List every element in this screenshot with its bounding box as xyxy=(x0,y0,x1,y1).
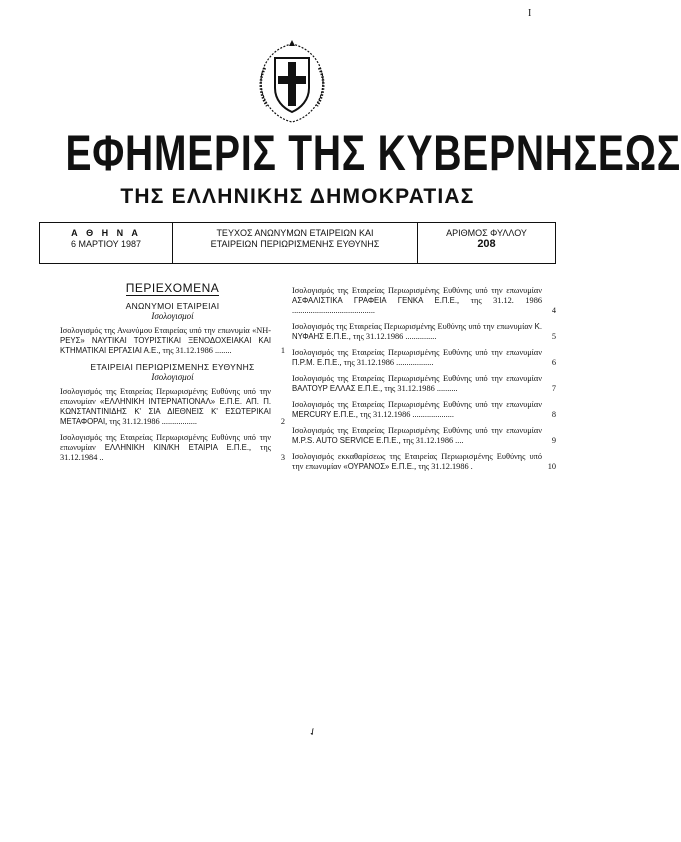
gazette-title: ΕΦΗΜΕΡΙΣ ΤΗΣ ΚΥΒΕΡΝΗΣΕΩΣ xyxy=(65,125,681,181)
entry-company-name: MERCURY Ε.Π.Ε. xyxy=(292,410,356,419)
contents-title-text: ΠΕΡΙΕΧΟΜΕΝΑ xyxy=(125,281,220,295)
entry-tail: , της 31.12.1986 ........ xyxy=(158,346,232,355)
entry-lead: Ισολογισμός της Εταιρείας Περιωρισμένης Ευθύνης υπό την επωνυμίαν xyxy=(292,374,542,383)
entry-text xyxy=(60,326,271,356)
entry-company-name: Π.Ρ.Μ. Ε.Π.Ε. xyxy=(292,358,340,367)
sheet-number: 208 xyxy=(477,238,496,250)
entry-lead: Ισολογισμός της Εταιρείας Περιωρισμένης Ευθύνης υπό την επωνυμίαν xyxy=(292,348,542,357)
entry-text xyxy=(60,433,271,463)
entry-page-number: 1 xyxy=(280,346,285,355)
entry-lead: Ισολογισμός της Εταιρείας Περιωρισμένης Ευθύνης υπό την επωνυμίαν xyxy=(292,426,542,435)
entry-lead: Ισολογισμός της Εταιρείας Περιωρισμένης Ευθύνης υπό την επωνυμίαν xyxy=(292,286,542,295)
entry-tail: , της 31.12.1986 .... xyxy=(398,436,464,445)
entry-lead: Ισολογισμός της Ανωνύμου Εταιρείας υπό την επωνυμία «ΝΗ- xyxy=(60,326,271,335)
entry-tail: , της 31.12.1984 .. xyxy=(60,443,271,462)
section-heading: ΕΤΑΙΡΕΙΑΙ ΠΕΡΙΩΡΙΣΜΕΝΗΣ ΕΥΘΥΝΗΣ xyxy=(90,362,255,372)
entry-page-number: 8 xyxy=(551,410,556,419)
entry-company-name: «ΟΥΡΑΝΟΣ» Ε.Π.Ε. xyxy=(343,462,415,471)
entry-text xyxy=(292,374,542,394)
issue-header-box xyxy=(39,222,556,264)
entry-text xyxy=(292,400,542,420)
issue-type-cell xyxy=(173,223,418,263)
section-subheading: Ισολογισμοί xyxy=(151,311,194,321)
entry-page-number: 9 xyxy=(551,436,556,445)
sheet-number-cell xyxy=(418,223,555,263)
entry-page-number: 4 xyxy=(551,306,556,315)
entry-tail: , της 31.12. 1986 ........................................ xyxy=(292,296,542,315)
sheet-label: ΑΡΙΘΜΟΣ ΦΥΛΛΟΥ xyxy=(446,228,527,238)
entry-tail: , της 31.12.1986 .................. xyxy=(339,358,434,367)
contents-entry xyxy=(292,452,556,472)
entry-tail: , της 31.12.1986 . xyxy=(414,462,473,471)
entry-tail: , της 31.12.1986 .................... xyxy=(355,410,454,419)
entry-page-number: 5 xyxy=(551,332,556,341)
entry-page-number: 6 xyxy=(551,358,556,367)
section-subheading: Ισολογισμοί xyxy=(151,372,194,382)
entry-text xyxy=(292,426,542,446)
gazette-subtitle: ΤΗΣ ΕΛΛΗΝΙΚΗΣ ΔΗΜΟΚΡΑΤΙΑΣ xyxy=(120,185,475,208)
contents-entry xyxy=(292,400,556,420)
entry-text xyxy=(292,452,542,472)
entry-company-name: ΕΛΛΗΝΙΚΗ ΚΙΝ/ΚΗ ΕΤΑΙΡΙΑ Ε.Π.Ε. xyxy=(104,443,250,452)
entry-lead: Ισολογισμός της Εταιρείας Περιωρισμένης Ευθύνης υπό την επωνυμίαν xyxy=(60,387,271,406)
entry-lead: Ισολογισμός της Εταιρείας Περιωρισμένης Ευθύνης υπό την επωνυμίαν xyxy=(60,433,271,452)
issue-city: Α Θ Η Ν Α xyxy=(71,228,141,238)
issue-type-line: ΕΤΑΙΡΕΙΩΝ ΠΕΡΙΩΡΙΣΜΕΝΗΣ ΕΥΘΥΝΗΣ xyxy=(210,239,380,249)
entry-company-name: Κ. ΝΥΦΑΗΣ Ε.Π.Ε. xyxy=(292,322,543,341)
contents-entry xyxy=(60,433,285,463)
entry-text xyxy=(60,387,271,427)
issue-date: 6 ΜΑΡΤΙΟΥ 1987 xyxy=(70,239,142,249)
entry-text xyxy=(292,286,542,316)
contents-right-column xyxy=(292,286,556,478)
entry-text xyxy=(292,348,542,368)
entry-page-number: 7 xyxy=(551,384,556,393)
issue-type-line: ΤΕΥΧΟΣ ΑΝΩΝΥΜΩΝ ΕΤΑΙΡΕΙΩΝ ΚΑΙ xyxy=(216,228,374,238)
entry-tail: , της 31.12.1986 ................. xyxy=(105,417,197,426)
contents-entry xyxy=(292,426,556,446)
entry-company-name: ΑΣΦΑΛΙΣΤΙΚΑ ΓΡΑΦΕΙΑ ΓΕΝΚΑ Ε.Π.Ε. xyxy=(292,296,458,305)
contents-entry xyxy=(292,286,556,316)
contents-entry xyxy=(60,326,285,356)
contents-entry xyxy=(292,348,556,368)
entry-lead: Ισολογισμός της Εταιρείας Περιωρισμένης Ευθύνης υπό την επωνυμίαν xyxy=(292,400,542,409)
entry-company-name: M.P.S. AUTO SERVICE Ε.Π.Ε. xyxy=(292,436,399,445)
entry-company-name: ΒΑΛΤΟΥΡ ΕΛΛΑΣ Ε.Π.Ε. xyxy=(292,384,381,393)
stray-pen-mark: ✓ xyxy=(306,725,320,740)
entry-tail: , της 31.12.1986 .......... xyxy=(380,384,458,393)
coat-of-arms-emblem xyxy=(253,38,331,124)
contents-entry xyxy=(292,374,556,394)
contents-entry xyxy=(60,387,285,427)
entry-page-number: 10 xyxy=(547,462,556,471)
entry-lead: Ισολογισμός της Εταιρείας Περιωρισμένης Ευθύνης υπό την επωνυμίαν xyxy=(292,322,533,331)
entry-company-name: ΡΕΥΣ» ΝΑΥΤΙΚΑΙ ΤΟΥΡΙΣΤΙΚΑΙ ΞΕΝΟΔΟΧΕΙΑΚΑΙ ΚΑΙ ΚΤΗΜΑΤΙΚΑΙ ΕΡΓΑΣΙΑΙ Α.Ε. xyxy=(60,336,271,355)
entry-company-name: «ΕΛΛΗΝΙΚΗ ΙΝΤΕΡΝΑΤΙΟΝΑΛ» Ε.Π.Ε. ΑΠ. Π. ΚΩΝΣΤΑΝΤΙΝΙΔΗΣ Κ' ΣΙΑ ΔΙΕΘΝΕΙΣ Κ' ΕΣΩΤΕΡΙΚΑΙ ΜΕΤΑΦΟΡΑΙ xyxy=(60,397,271,426)
contents-title xyxy=(60,281,285,295)
place-date-cell xyxy=(40,223,173,263)
section-heading: ΑΝΩΝΥΜΟΙ ΕΤΑΙΡΕΙΑΙ xyxy=(125,301,220,311)
contents-entry xyxy=(292,322,556,342)
contents-left-column xyxy=(60,281,285,469)
entry-text xyxy=(292,322,542,342)
entry-page-number: 2 xyxy=(280,417,285,426)
page-mark: I xyxy=(528,8,532,19)
entry-tail: , της 31.12.1986 ............... xyxy=(348,332,437,341)
entry-page-number: 3 xyxy=(280,453,285,462)
entry-lead: Ισολογισμός εκκαθαρίσεως της Εταιρείας Περιωρισμένης Ευθύνης υπό την επωνυμίαν xyxy=(292,452,542,471)
